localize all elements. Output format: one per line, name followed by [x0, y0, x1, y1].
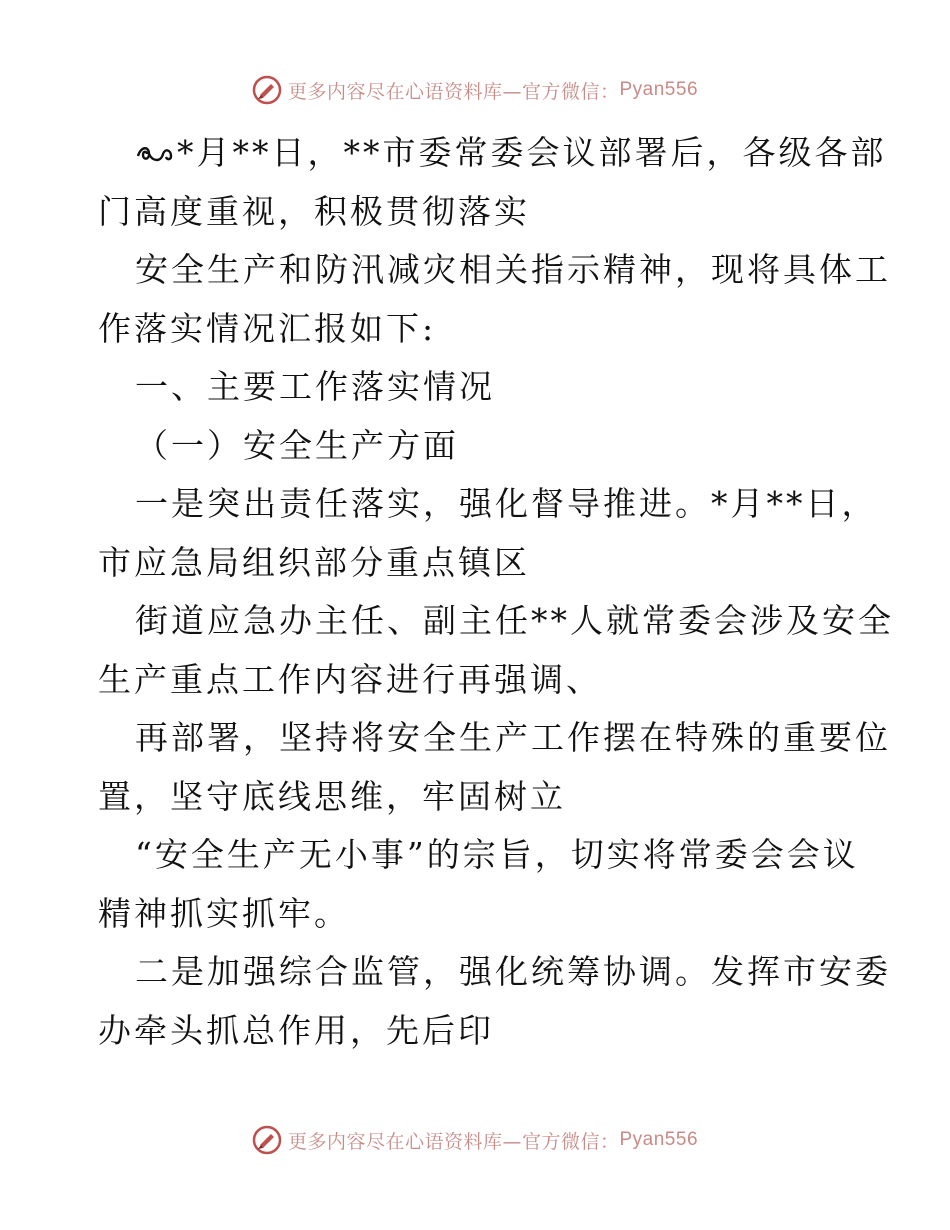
footer-watermark: [0, 1120, 950, 1160]
paragraph-line-8: 市应急局组织部分重点镇区: [98, 542, 530, 582]
paragraph-line-1: [98, 124, 887, 183]
paragraph-line-12: 置，坚守底线思维，牢固树立: [98, 776, 566, 816]
paragraph-line-7: 一是突出责任落实，强化督导推进。*月**日，: [135, 484, 878, 523]
paragraph-line-13: “安全生产无小事”的宗旨，切实将常委会会议: [135, 835, 859, 874]
watermark-text: 更多内容尽在心语资料库—官方微信：: [287, 1130, 620, 1153]
pen-seal-icon: [252, 1125, 282, 1155]
paragraph-line-4: 作落实情况汇报如下:: [98, 308, 437, 348]
document-body: [98, 124, 894, 1060]
ornament-icon: [135, 142, 175, 166]
paragraph-line-2: 门高度重视，积极贯彻落实: [98, 191, 530, 231]
header-watermark: [0, 70, 950, 110]
watermark-text: 更多内容尽在心语资料库—官方微信：: [287, 80, 620, 103]
paragraph-line-16: 办牵头抓总作用，先后印: [98, 1010, 494, 1050]
paragraph-line-9: 街道应急办主任、副主任**人就常委会涉及安全: [135, 601, 894, 640]
watermark-id: Pyan556: [619, 1129, 699, 1150]
pen-seal-icon: [252, 75, 282, 105]
paragraph-line-11: 再部署，坚持将安全生产工作摆在特殊的重要位: [135, 718, 891, 757]
section-heading-1: 一、主要工作落实情况: [135, 367, 495, 406]
text-line: *月**日，**市委常委会议部署后，各级各部: [177, 133, 887, 172]
paragraph-line-10: 生产重点工作内容进行再强调、: [98, 659, 602, 699]
paragraph-line-14: 精神抓实抓牢。: [98, 893, 350, 933]
paragraph-line-15: 二是加强综合监管，强化统筹协调。发挥市安委: [135, 952, 891, 991]
paragraph-line-3: 安全生产和防汛减灾相关指示精神，现将具体工: [135, 250, 891, 289]
subsection-heading-1: （一）安全生产方面: [135, 425, 459, 465]
watermark-id: Pyan556: [619, 79, 699, 100]
